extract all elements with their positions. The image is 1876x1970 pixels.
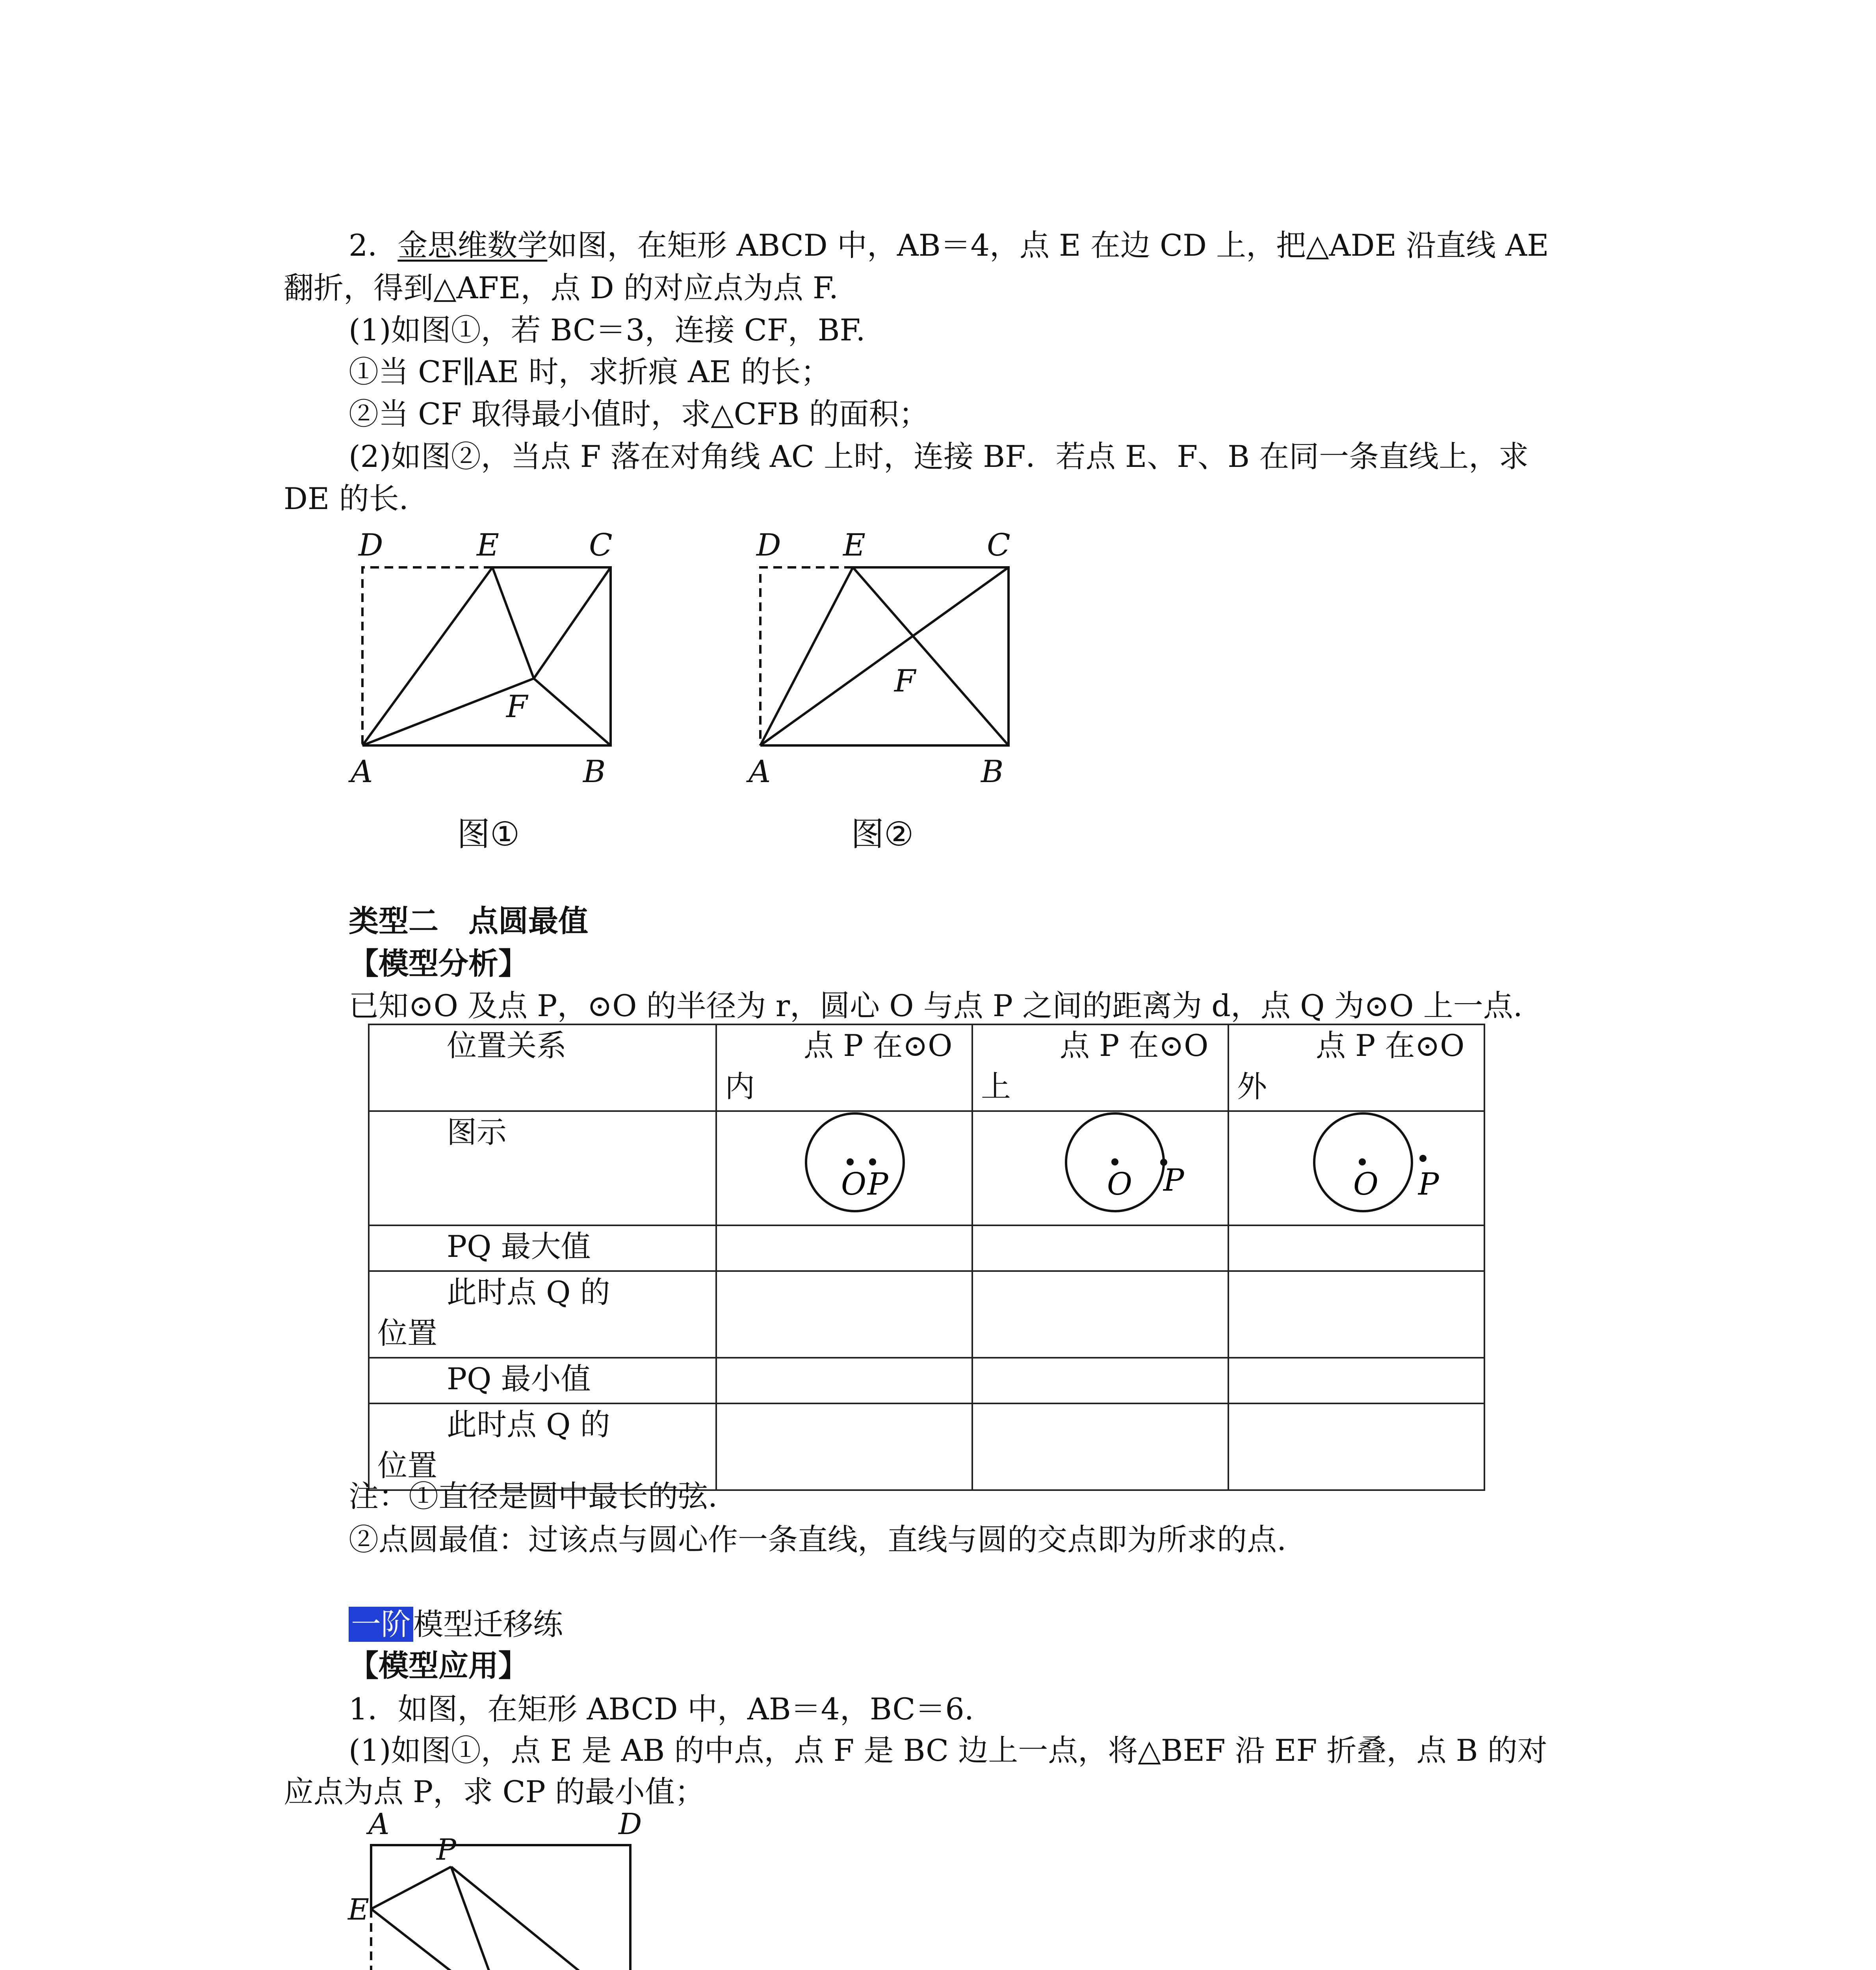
label-D: D xyxy=(619,1807,642,1841)
table-cell xyxy=(1228,1111,1484,1225)
problem-number: 2． xyxy=(349,228,398,263)
label-E: E xyxy=(843,528,866,563)
problem2-line4: ①当 CF∥AE 时，求折痕 AE 的长； xyxy=(349,354,831,389)
label-C: C xyxy=(987,528,1010,563)
table-cell: PQ 最小值 xyxy=(369,1358,716,1403)
table-cell xyxy=(716,1358,972,1403)
table-cell xyxy=(972,1403,1228,1490)
circle-point-on xyxy=(981,1112,1217,1214)
table-cell xyxy=(1228,1271,1484,1358)
model-table xyxy=(368,1024,1485,1491)
label-E: E xyxy=(477,528,499,563)
table-cell xyxy=(972,1225,1228,1271)
label-A: A xyxy=(368,1807,390,1841)
svg-text:P: P xyxy=(1418,1167,1439,1202)
table-cell xyxy=(716,1403,972,1490)
table-cell: 点 P 在⊙O 上 xyxy=(972,1024,1228,1111)
table-cell: 位置关系 xyxy=(369,1024,716,1111)
table-row xyxy=(369,1225,1484,1271)
note-1: 注：①直径是圆中最长的弦. xyxy=(349,1479,718,1514)
analysis-heading: 【模型分析】 xyxy=(349,946,528,981)
analysis-intro: 已知⊙O 及点 P，⊙O 的半径为 r，圆心 O 与点 P 之间的距离为 d，点 Q 为⊙O 上一点. xyxy=(349,988,1523,1023)
figure-3 xyxy=(343,1808,658,1970)
table-cell: 点 P 在⊙O 外 xyxy=(1228,1024,1484,1111)
figure-2-caption: 图② xyxy=(851,815,914,853)
circle-point-outside xyxy=(1237,1112,1473,1214)
svg-text:P: P xyxy=(1163,1163,1184,1198)
table-cell xyxy=(1228,1358,1484,1403)
problem2-line5: ②当 CF 取得最小值时，求△CFB 的面积； xyxy=(349,396,929,431)
label-P: P xyxy=(436,1833,456,1867)
label-D: D xyxy=(358,528,383,563)
table-row xyxy=(369,1403,1484,1490)
figure-1-caption: 图① xyxy=(457,815,520,853)
table-cell xyxy=(972,1111,1228,1225)
problem2-line1 xyxy=(349,227,1549,264)
note-2: ②点圆最值：过该点与圆心作一条直线，直线与圆的交点即为所求的点. xyxy=(349,1522,1287,1557)
question-1-part1a: (1)如图①，点 E 是 AB 的中点，点 F 是 BC 边上一点，将△BEF 沿 EF 折叠，点 B 的对 xyxy=(349,1733,1547,1768)
table-row xyxy=(369,1111,1484,1225)
label-D: D xyxy=(756,528,781,563)
figure-2 xyxy=(745,524,1044,808)
section-title: 类型二 点圆最值 xyxy=(349,903,588,939)
table-cell xyxy=(972,1271,1228,1358)
label-F: F xyxy=(506,689,528,725)
table-cell xyxy=(716,1111,972,1225)
problem-text: 如图，在矩形 ABCD 中，AB＝4，点 E 在边 CD 上，把△ADE 沿直线 AE xyxy=(547,228,1549,263)
label-A: A xyxy=(749,754,771,790)
table-cell: 点 P 在⊙O 内 xyxy=(716,1024,972,1111)
label-B: B xyxy=(583,754,606,790)
table-cell xyxy=(716,1271,972,1358)
svg-text:O: O xyxy=(1353,1167,1378,1202)
svg-text:O: O xyxy=(1107,1167,1132,1202)
table-cell: 图示 xyxy=(369,1111,716,1225)
table-cell xyxy=(1228,1225,1484,1271)
svg-text:P: P xyxy=(867,1167,888,1202)
problem2-line6: (2)如图②，当点 F 落在对角线 AC 上时，连接 BF．若点 E、F、B 在同一条直线上，求 xyxy=(349,439,1529,474)
svg-text:O: O xyxy=(841,1167,866,1202)
table-row xyxy=(369,1271,1484,1358)
practice-header xyxy=(349,1606,563,1643)
figure-1 xyxy=(347,524,646,808)
table-cell xyxy=(716,1225,972,1271)
table-cell: 此时点 Q 的 位置 xyxy=(369,1271,716,1358)
table-cell xyxy=(1228,1403,1484,1490)
label-E: E xyxy=(348,1893,370,1927)
table-row xyxy=(369,1024,1484,1111)
problem2-line7: DE 的长. xyxy=(284,481,409,516)
circle-point-inside xyxy=(725,1112,961,1214)
label-A: A xyxy=(351,754,373,790)
table-cell: PQ 最大值 xyxy=(369,1225,716,1271)
apply-heading: 【模型应用】 xyxy=(349,1648,528,1683)
problem2-line2: 翻折，得到△AFE，点 D 的对应点为点 F. xyxy=(284,270,839,305)
label-B: B xyxy=(981,754,1004,790)
label-C: C xyxy=(589,528,613,563)
level-tag: 一阶 xyxy=(349,1607,413,1642)
problem2-line3: (1)如图①，若 BC＝3，连接 CF，BF. xyxy=(349,312,866,348)
practice-title: 模型迁移练 xyxy=(413,1607,563,1642)
question-1-part1b: 应点为点 P，求 CP 的最小值； xyxy=(284,1774,705,1809)
label-F: F xyxy=(894,663,916,699)
table-cell: 此时点 Q 的 位置 xyxy=(369,1403,716,1490)
table-row xyxy=(369,1358,1484,1403)
source-link[interactable]: 金思维数学 xyxy=(397,228,548,263)
question-1: 1．如图，在矩形 ABCD 中，AB＝4，BC＝6. xyxy=(349,1691,974,1727)
table-cell xyxy=(972,1358,1228,1403)
